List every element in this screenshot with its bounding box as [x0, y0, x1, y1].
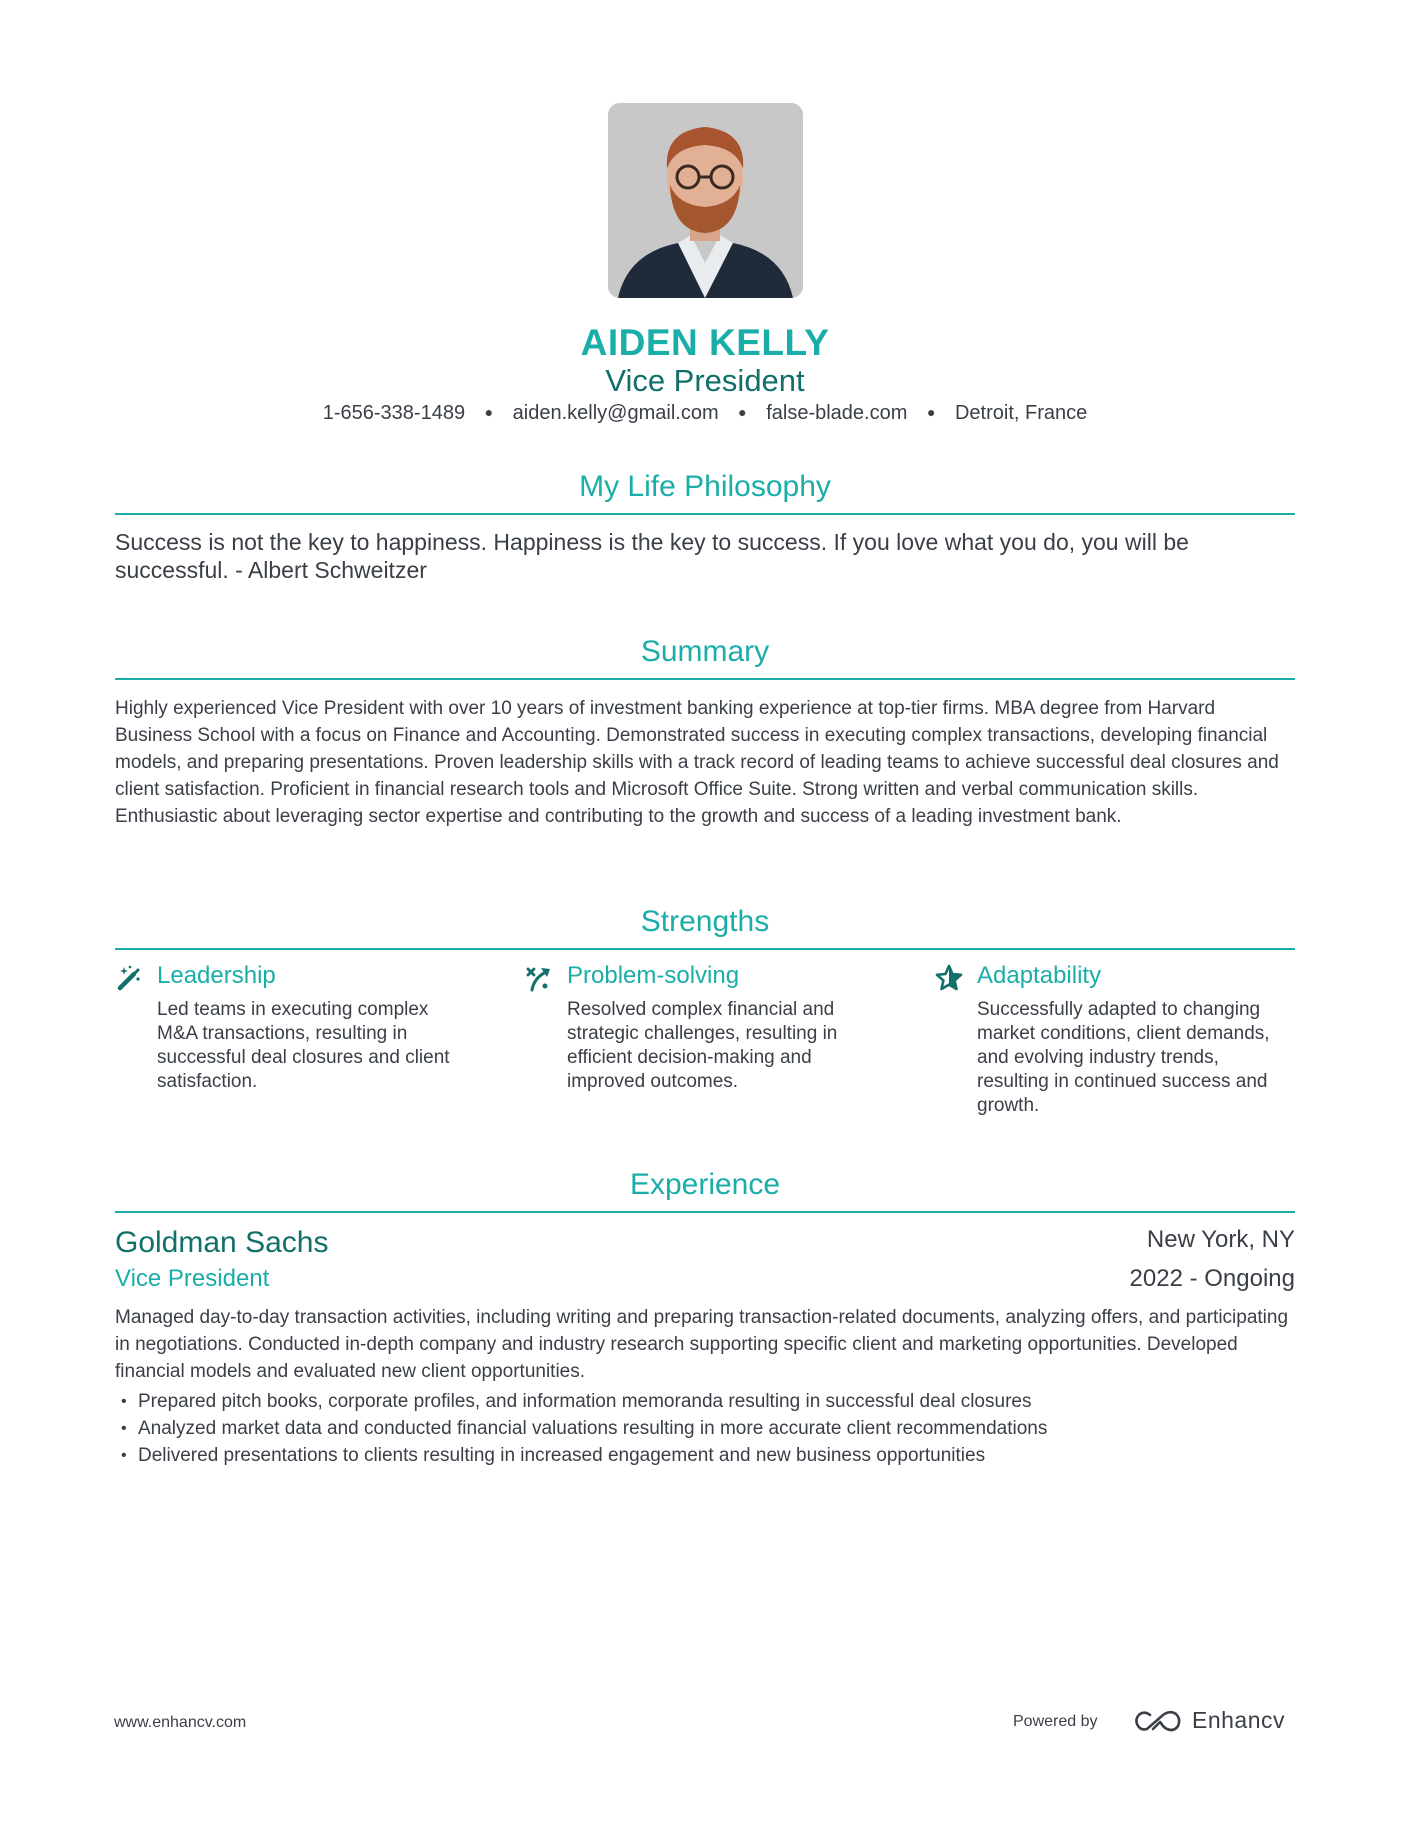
- list-item: [115, 1442, 1295, 1469]
- contact-phone[interactable]: 1-656-338-1489: [322, 402, 466, 424]
- bullet-text: Analyzed market data and conducted financial valuations resulting in more accurate client recommendations: [138, 1418, 1048, 1439]
- separator-dot: ●: [738, 404, 747, 420]
- list-item: [115, 1388, 1295, 1415]
- strength-description: Resolved complex financial and strategic challenges, resulting in efficient decision-making and improved outcomes.: [567, 999, 838, 1092]
- philosophy-quote: Success is not the key to happiness. Happiness is the key to success. If you love what you do, you will be successful. - Albert Schweitzer: [115, 529, 1189, 583]
- candidate-name: AIDEN KELLY: [580, 322, 830, 363]
- section-divider: [115, 513, 1295, 515]
- summary-heading: Summary: [640, 635, 770, 668]
- powered-by-label: Powered by: [1013, 1713, 1098, 1730]
- bullet-dot: •: [121, 1393, 127, 1410]
- profile-photo-illustration: [608, 103, 803, 298]
- enhancv-brand: Enhancv: [1192, 1707, 1286, 1733]
- contact-location: Detroit, France: [954, 402, 1088, 424]
- experience-role: Vice President: [115, 1265, 270, 1292]
- philosophy-heading: My Life Philosophy: [579, 470, 831, 503]
- profile-photo: [608, 103, 803, 298]
- experience-description: Managed day-to-day transaction activities, including writing and preparing transaction-related documents, analyzing offers, and participating in negotiations. Conducted in-depth company and industry research supporting specific client and marketing opportunities. Developed financial models and evaluated new client opportunities.: [115, 1307, 1289, 1382]
- experience-heading: Experience: [629, 1168, 781, 1201]
- contact-website[interactable]: false-blade.com: [766, 402, 908, 424]
- strength-description: Successfully adapted to changing market conditions, client demands, and evolving industry trends, resulting in continued success and growth.: [977, 999, 1270, 1116]
- bullet-text: Delivered presentations to clients resulting in increased engagement and new business opportunities: [138, 1445, 986, 1466]
- star-icon: [935, 964, 963, 992]
- strengths-heading: Strengths: [640, 905, 770, 938]
- list-item: [115, 1415, 1295, 1442]
- strategy-arrow-icon: [525, 964, 553, 992]
- experience-period: 2022 - Ongoing: [1129, 1265, 1295, 1292]
- strength-title: Problem-solving: [567, 962, 740, 989]
- strength-title: Adaptability: [977, 962, 1102, 989]
- candidate-title: Vice President: [605, 363, 805, 398]
- strength-title: Leadership: [157, 962, 276, 989]
- bullet-dot: •: [121, 1447, 127, 1464]
- strength-description: Led teams in executing complex M&A transactions, resulting in successful deal closures and client satisfaction.: [157, 999, 450, 1092]
- enhancv-logo-icon: [1133, 1709, 1183, 1735]
- section-divider: [115, 678, 1295, 680]
- experience-location: New York, NY: [1146, 1226, 1295, 1253]
- magic-wand-icon: [115, 964, 143, 992]
- summary-text: Highly experienced Vice President with over 10 years of investment banking experience at top-tier firms. MBA degree from Harvard Business School with a focus on Finance and Accounting. Demonstrated success in executing complex transactions, developing financial models, and preparing presentations. Proven leadership skills with a track record of leading teams to achieve successful deal closures and client satisfaction. Proficient in financial research tools and Microsoft Office Suite. Strong written and verbal communication skills. Enthusiastic about leveraging sector expertise and contributing to the growth and success of a leading investment bank.: [115, 698, 1279, 827]
- experience-company: Goldman Sachs: [115, 1226, 329, 1259]
- section-divider: [115, 948, 1295, 950]
- separator-dot: ●: [484, 404, 494, 420]
- bullet-dot: •: [121, 1420, 127, 1437]
- contact-line: [0, 402, 1410, 425]
- experience-bullets: [115, 1388, 1295, 1469]
- separator-dot: ●: [926, 404, 936, 420]
- bullet-text: Prepared pitch books, corporate profiles, and information memoranda resulting in successful deal closures: [138, 1391, 1032, 1412]
- contact-email[interactable]: aiden.kelly@gmail.com: [512, 402, 719, 424]
- footer-url-link[interactable]: www.enhancv.com: [114, 1714, 247, 1731]
- section-divider: [115, 1211, 1295, 1213]
